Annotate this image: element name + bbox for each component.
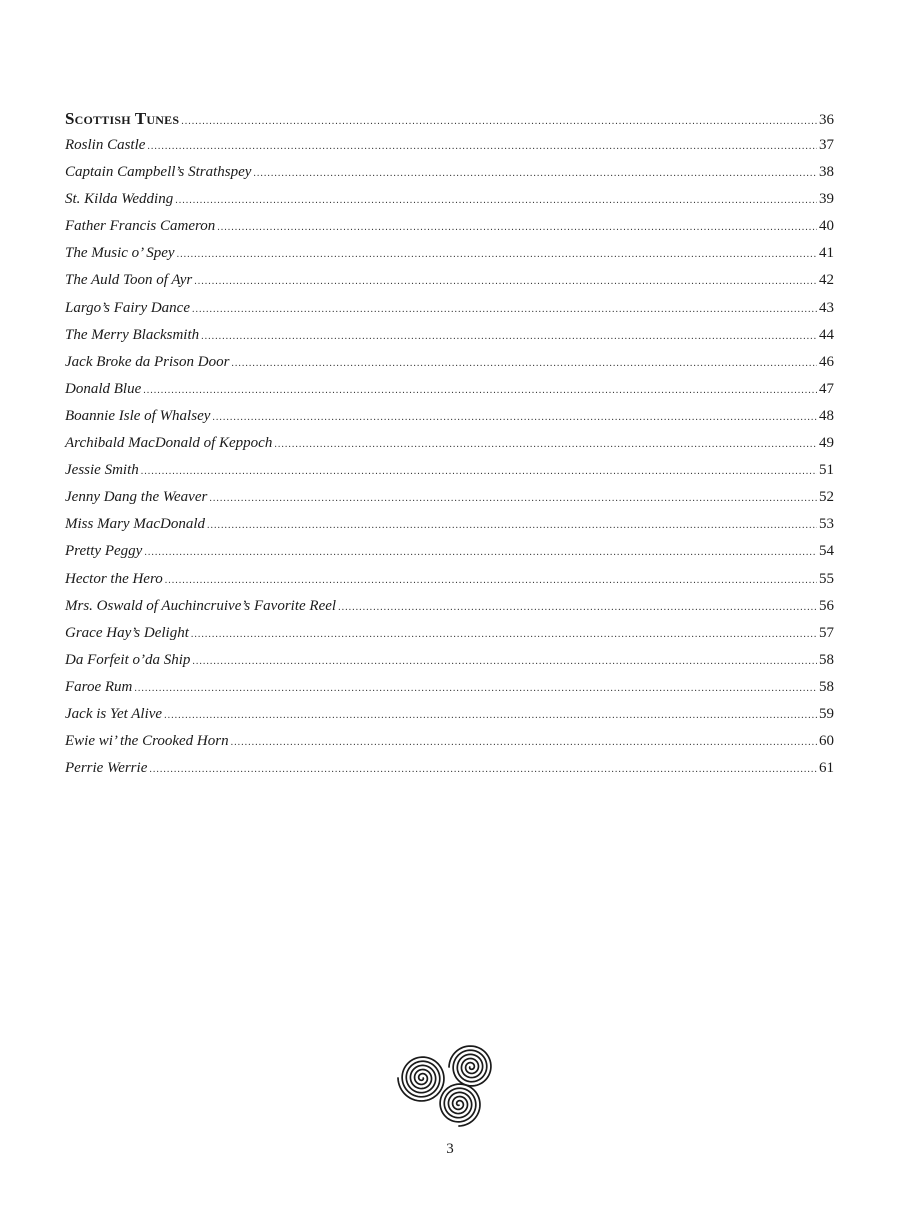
entry-page: 47 xyxy=(819,380,834,397)
entry-page: 39 xyxy=(819,191,834,208)
entry-page: 51 xyxy=(819,462,834,479)
toc-entry[interactable] xyxy=(65,755,834,782)
section-page: 36 xyxy=(819,112,834,128)
dot-leader xyxy=(177,241,817,268)
entry-title: Perrie Werrie xyxy=(65,760,148,777)
entry-page: 57 xyxy=(819,624,834,641)
dot-leader xyxy=(338,594,817,621)
section-title: Scottish Tunes xyxy=(65,109,180,128)
dot-leader xyxy=(147,133,817,160)
entry-title: Grace Hay’s Delight xyxy=(65,624,189,641)
entry-title: Archibald MacDonald of Keppoch xyxy=(65,435,273,452)
dot-leader xyxy=(253,160,817,187)
entry-page: 46 xyxy=(819,353,834,370)
entry-page: 44 xyxy=(819,326,834,343)
entry-page: 58 xyxy=(819,651,834,668)
entry-title: Da Forfeit o’da Ship xyxy=(65,651,191,668)
dot-leader xyxy=(201,323,817,350)
dot-leader xyxy=(164,702,817,729)
dot-leader xyxy=(141,458,817,485)
dot-leader xyxy=(192,296,817,323)
entry-title: Jenny Dang the Weaver xyxy=(65,489,208,506)
entry-title: The Auld Toon of Ayr xyxy=(65,272,193,289)
dot-leader xyxy=(207,512,817,539)
entry-title: Boannie Isle of Whalsey xyxy=(65,407,211,424)
entry-page: 49 xyxy=(819,435,834,452)
entry-title: Hector the Hero xyxy=(65,570,163,587)
toc-entry[interactable] xyxy=(65,674,834,701)
entry-title: Miss Mary MacDonald xyxy=(65,516,205,533)
dot-leader xyxy=(181,109,817,135)
entry-page: 58 xyxy=(819,678,834,695)
dot-leader xyxy=(231,729,817,756)
toc-entry[interactable] xyxy=(65,213,834,240)
toc-entry[interactable] xyxy=(65,132,834,159)
toc-entry[interactable] xyxy=(65,457,834,484)
toc-entry[interactable] xyxy=(65,240,834,267)
toc-section-heading[interactable] xyxy=(65,106,834,132)
toc-entry[interactable] xyxy=(65,511,834,538)
dot-leader xyxy=(191,621,817,648)
dot-leader xyxy=(231,350,817,377)
entry-title: Mrs. Oswald of Auchincruive’s Favorite Reel xyxy=(65,597,337,614)
entry-title: Jessie Smith xyxy=(65,462,139,479)
entry-page: 42 xyxy=(819,272,834,289)
entry-page: 37 xyxy=(819,137,834,153)
entry-page: 59 xyxy=(819,705,834,722)
toc-entry[interactable] xyxy=(65,376,834,403)
entry-title: Jack is Yet Alive xyxy=(65,705,163,722)
toc-entry[interactable] xyxy=(65,349,834,376)
dot-leader xyxy=(274,431,817,458)
entry-page: 54 xyxy=(819,543,834,560)
dot-leader xyxy=(175,187,817,214)
spiral xyxy=(398,1057,444,1101)
toc-entry[interactable] xyxy=(65,267,834,294)
spiral xyxy=(449,1046,491,1086)
entry-page: 60 xyxy=(819,733,834,750)
toc-entry[interactable] xyxy=(65,322,834,349)
entry-title: Father Francis Cameron xyxy=(65,218,216,235)
dot-leader xyxy=(134,675,817,702)
toc-entry[interactable] xyxy=(65,159,834,186)
toc-entry[interactable] xyxy=(65,593,834,620)
entry-title: Captain Campbell’s Strathspey xyxy=(65,164,252,181)
entry-page: 55 xyxy=(819,570,834,587)
dot-leader xyxy=(143,377,817,404)
entry-page: 56 xyxy=(819,597,834,614)
entry-title: Largo’s Fairy Dance xyxy=(65,299,190,316)
toc-entry[interactable] xyxy=(65,295,834,322)
dot-leader xyxy=(209,485,817,512)
dot-leader xyxy=(165,567,817,594)
entry-title: Donald Blue xyxy=(65,380,142,397)
entry-page: 38 xyxy=(819,164,834,181)
toc-entry[interactable] xyxy=(65,538,834,565)
toc-entry[interactable] xyxy=(65,430,834,457)
triple-spiral-icon xyxy=(396,1040,498,1128)
dot-leader xyxy=(194,268,817,295)
entry-page: 48 xyxy=(819,407,834,424)
dot-leader xyxy=(144,539,817,566)
entry-page: 43 xyxy=(819,299,834,316)
entry-title: St. Kilda Wedding xyxy=(65,191,174,208)
entry-title: Ewie wi’ the Crooked Horn xyxy=(65,733,229,750)
entry-title: Faroe Rum xyxy=(65,678,133,695)
spiral xyxy=(440,1084,480,1126)
toc-entry[interactable] xyxy=(65,566,834,593)
entry-title: Pretty Peggy xyxy=(65,543,143,560)
entry-title: Roslin Castle xyxy=(65,137,146,153)
entry-page: 52 xyxy=(819,489,834,506)
entry-page: 61 xyxy=(819,760,834,777)
toc-entry[interactable] xyxy=(65,403,834,430)
toc-entry[interactable] xyxy=(65,647,834,674)
table-of-contents xyxy=(65,106,834,782)
toc-entry[interactable] xyxy=(65,728,834,755)
toc-entry[interactable] xyxy=(65,484,834,511)
toc-entry[interactable] xyxy=(65,620,834,647)
toc-entry[interactable] xyxy=(65,186,834,213)
dot-leader xyxy=(192,648,817,675)
entry-page: 40 xyxy=(819,218,834,235)
page-number: 3 xyxy=(446,1141,454,1157)
toc-entry[interactable] xyxy=(65,701,834,728)
entry-title: Jack Broke da Prison Door xyxy=(65,353,230,370)
entry-page: 53 xyxy=(819,516,834,533)
toc-entries xyxy=(65,132,834,782)
entry-title: The Music o’ Spey xyxy=(65,245,175,262)
dot-leader xyxy=(217,214,817,241)
entry-title: The Merry Blacksmith xyxy=(65,326,200,343)
dot-leader xyxy=(149,756,817,783)
entry-page: 41 xyxy=(819,245,834,262)
dot-leader xyxy=(212,404,817,431)
